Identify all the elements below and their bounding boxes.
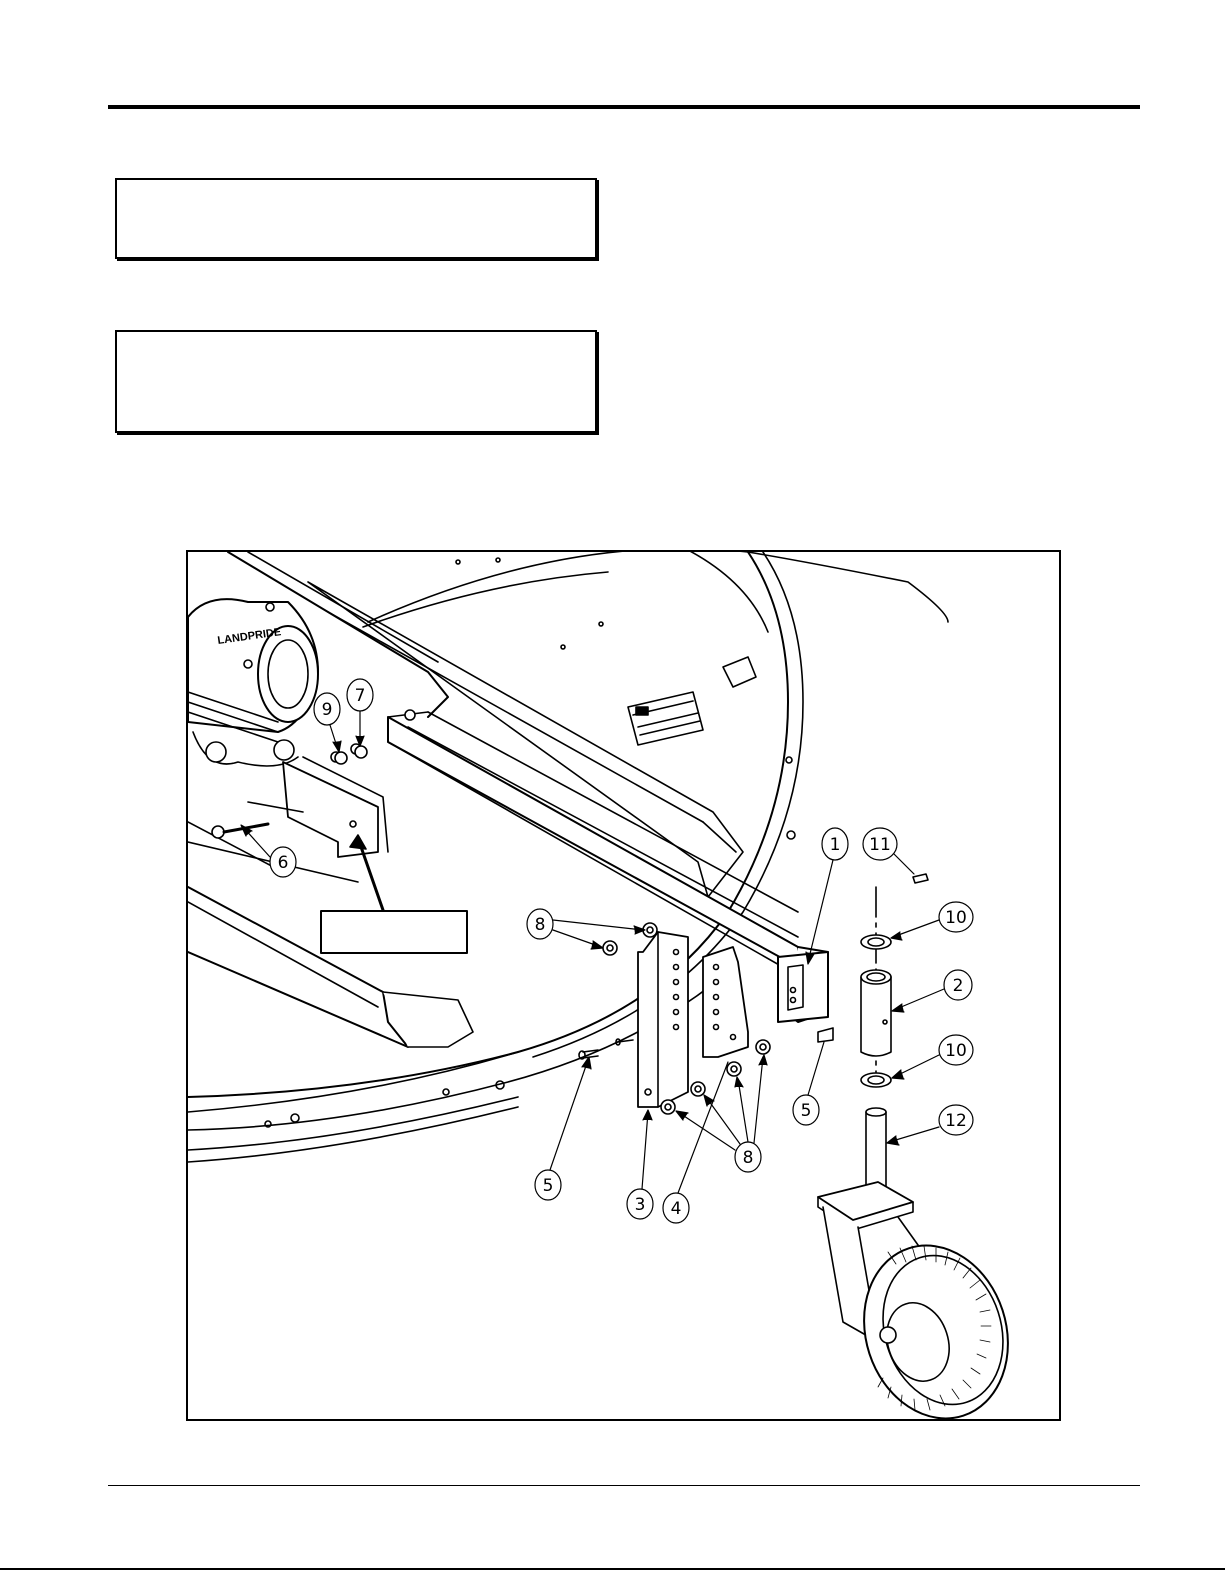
callout-12: 12 <box>945 1111 967 1131</box>
callout-2: 2 <box>952 976 964 996</box>
header-rule <box>108 105 1140 109</box>
callout-10-top: 10 <box>945 908 967 928</box>
callout-1: 1 <box>829 835 841 855</box>
gearbox-brand-text: LANDPRIDE <box>216 626 282 647</box>
callout-6: 6 <box>277 853 289 873</box>
callout-4: 4 <box>670 1199 682 1219</box>
callout-7: 7 <box>354 686 366 706</box>
bracket-4 <box>703 947 748 1057</box>
assembly-figure <box>186 550 1061 1421</box>
bracket-3 <box>638 932 688 1107</box>
square-tube <box>388 710 828 1022</box>
washer-9 <box>335 752 347 764</box>
callout-8-bottom: 8 <box>742 1148 754 1168</box>
callout-11: 11 <box>869 835 891 855</box>
notice-box-bottom <box>115 330 597 433</box>
page-edge-rule <box>0 1568 1225 1570</box>
warning-decal <box>628 692 703 745</box>
callout-3: 3 <box>634 1195 646 1215</box>
callout-8-top: 8 <box>534 915 546 935</box>
footer-rule <box>108 1485 1140 1486</box>
notice-box-top <box>115 178 597 259</box>
nut-7 <box>355 746 367 758</box>
callout-10-bottom: 10 <box>945 1041 967 1061</box>
callout-5-right: 5 <box>800 1101 812 1121</box>
figure-label-box <box>321 911 467 953</box>
callout-5-left: 5 <box>542 1176 554 1196</box>
callout-9: 9 <box>321 700 333 720</box>
gearbox <box>188 599 318 766</box>
figure-label-arrow <box>360 844 383 910</box>
caster-assembly <box>818 874 1030 1419</box>
